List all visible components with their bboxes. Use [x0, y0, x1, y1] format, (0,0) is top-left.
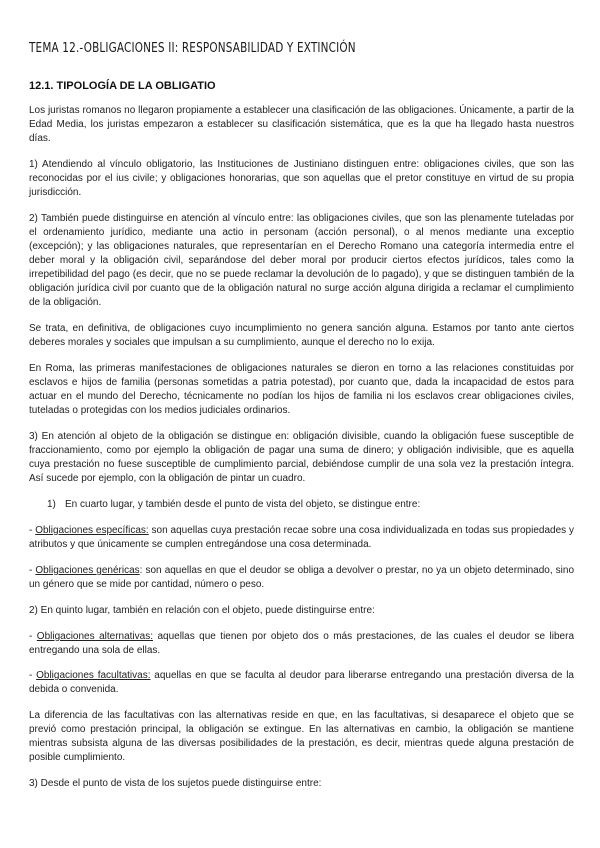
paragraph: 3) Desde el punto de vista de los sujetos puede distinguirse entre: — [29, 778, 322, 789]
definition-text: : son aquellas en que el deudor se obliga a devolver o prestar, no ya un objeto determinado, sino un género que se mide por cantidad, número o peso. — [29, 565, 575, 590]
numbered-item — [29, 498, 574, 512]
definition-text: son aquellas cuya prestación recae sobre una cosa individualizada en todas sus propiedades y atributos y que únicamente se cumplen entregándose una cosa determinada. — [29, 525, 574, 550]
dash-prefix: - — [29, 565, 36, 576]
dash-prefix: - — [29, 631, 37, 642]
term-underlined: Obligaciones facultativas: — [36, 670, 151, 681]
term-underlined: Obligaciones genéricas — [35, 565, 140, 576]
paragraph: La diferencia de las facultativas con las alternativas reside en que, en las facultativas, si desaparece el objeto que se previó como prestación principal, la obligación se extingue. En las alternativas en cambio, la obligación se mantiene mientras subsista alguna de las diversas posibilidades de la prestación, es decir, mientras quede alguna prestación de posible cumplimiento. — [29, 710, 574, 763]
paragraph: 3) En atención al objeto de la obligación se distingue en: obligación divisible, cuando la obligación fuese susceptible de fraccionamiento, como por ejemplo la obligación de pagar una suma de dinero; y obligación indivisible, que es aquella cuya prestación no fuese susceptible de cumplimiento parcial, debiéndose cumplir de una sola vez la prestación íntegra. Así sucede por ejemplo, con la obligación de pintar un cuadro. — [29, 431, 574, 484]
term-underlined: Obligaciones específicas: — [35, 525, 149, 536]
dash-prefix: - — [29, 670, 37, 681]
paragraph: Los juristas romanos no llegaron propiamente a establecer una clasificación de las obligaciones. Únicamente, a partir de la Edad Media, los juristas empezaron a establecer su clasificación sistemática, que es la que ha llegado hasta nuestros días. — [29, 105, 574, 144]
paragraph: 2) En quinto lugar, también en relación con el objeto, puede distinguirse entre: — [29, 605, 375, 616]
section-heading: 12.1. TIPOLOGÍA DE LA OBLIGATIO — [29, 80, 216, 92]
item-number: 1) — [47, 499, 56, 510]
dash-prefix: - — [29, 525, 36, 536]
paragraph: Se trata, en definitiva, de obligaciones cuyo incumplimiento no genera sanción alguna. Estamos por tanto ante ciertos deberes morales y sociales que impulsan a su cumplimiento, aunque el derecho no lo exija. — [29, 323, 574, 348]
item-text: En cuarto lugar, y también desde el punto de vista del objeto, se distingue entre: — [65, 499, 421, 510]
document-body — [29, 104, 574, 803]
paragraph: En Roma, las primeras manifestaciones de obligaciones naturales se dieron en torno a las relaciones constituidas por esclavos e hijos de familia (personas sometidas a patria potestad), por cuanto que, dada la incapacidad de estos para actuar en el mundo del Derecho, técnicamente no podían los hijos de familia ni los esclavos crear obligaciones civiles, tuteladas o protegidas con los medios judiciales ordinarios. — [29, 363, 574, 416]
paragraph: 2) También puede distinguirse en atención al vínculo entre: las obligaciones civiles, que son las plenamente tuteladas por el ordenamiento jurídico, mediante una actio in personam (acción personal), o al menos mediante una exceptio (excepción); y las obligaciones naturales, que representarían en el Derecho Romano una categoría intermedia entre el deber moral y la obligación civil, separándose del deber moral por producir ciertos efectos jurídicos, tales como la irrepetibilidad del pago (es decir, que no se puede reclamar la devolución de lo pagado), y que se distinguen también de la obligación jurídica civil por cuanto que de la obligación natural no surge acción alguna dirigida a reclamar el cumplimiento de la obligación. — [29, 213, 574, 308]
definition-text: aquellas en que se faculta al deudor para liberarse entregando una prestación diversa de la debida o convenida. — [29, 670, 574, 695]
definition-paragraph — [29, 524, 574, 552]
document-title: TEMA 12.-OBLIGACIONES II: RESPONSABILIDAD Y EXTINCIÓN — [29, 40, 356, 56]
definition-text: aquellas que tienen por objeto dos o más prestaciones, de las cuales el deudor se libera entregando una sola de ellas. — [29, 631, 574, 656]
definition-paragraph — [29, 564, 574, 592]
paragraph: 1) Atendiendo al vínculo obligatorio, las Instituciones de Justiniano distinguen entre: obligaciones civiles, que son las reconocidas por el ius civile; y obligaciones honorarias, que son aquellas que el pretor constituye en virtud de su propia jurisdicción. — [29, 159, 574, 198]
term-underlined: Obligaciones alternativas: — [36, 631, 153, 642]
definition-paragraph — [29, 630, 574, 658]
definition-paragraph — [29, 669, 574, 697]
